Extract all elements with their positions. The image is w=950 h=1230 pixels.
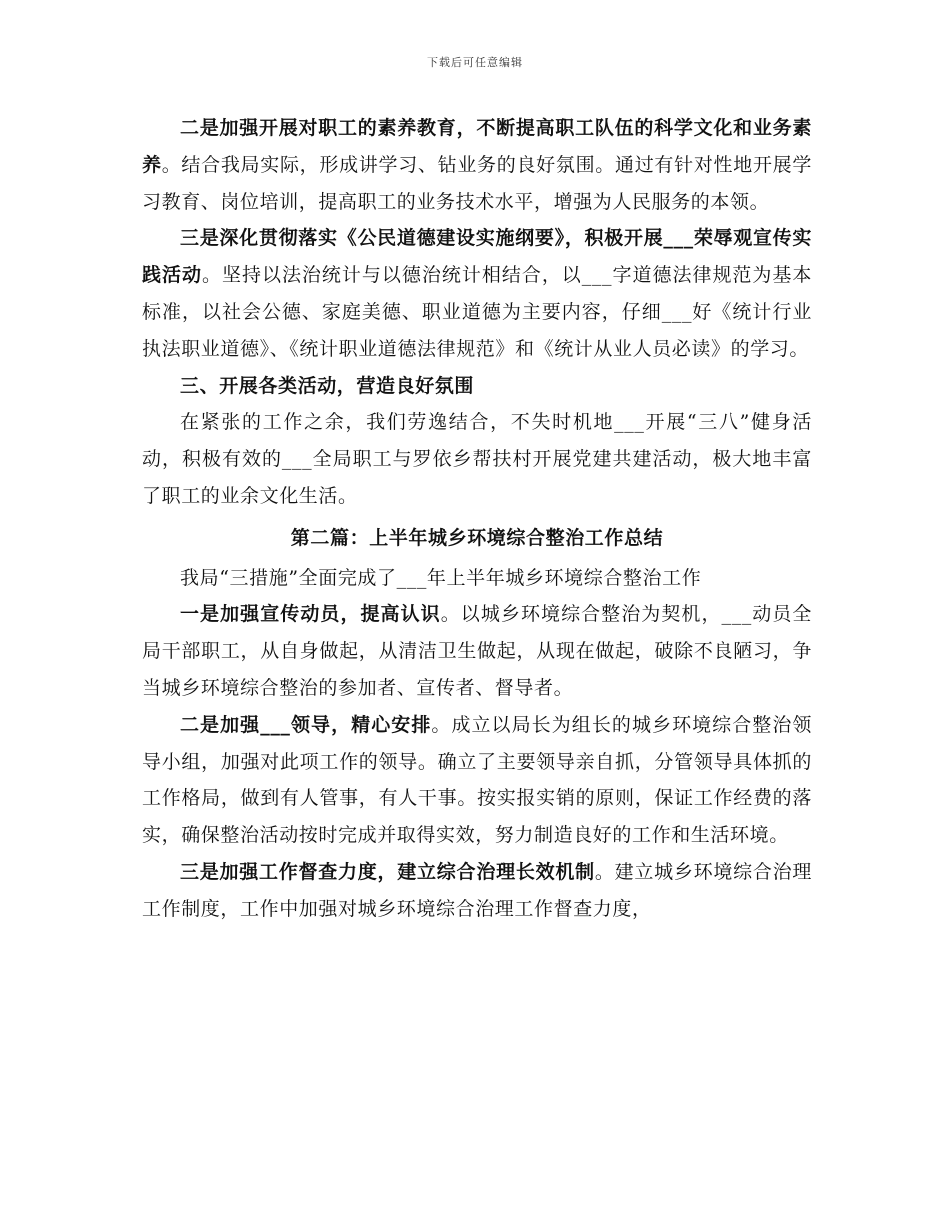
page-header: 下载后可任意编辑 xyxy=(427,56,523,69)
paragraph-body: 。结合我局实际，形成讲学习、钻业务的良好氛围。通过有针对性地开展学习教育、岗位培训，提高职工的业务技术水平，增强为人民服务的本领。 xyxy=(142,153,812,213)
document-body xyxy=(142,110,812,928)
paragraph-lead: 二是加强开展对职工的素养教育，不断提高职工队伍的科学文化和业务素养 xyxy=(142,117,812,176)
paragraph-measure-3 xyxy=(142,854,812,928)
paragraph-body: 。建立城乡环境综合治理工作制度，工作中加强对城乡环境综合治理工作督查力度， xyxy=(142,860,812,920)
paragraph-body: 。坚持以法治统计与以德治统计相结合，以___字道德法律规范为基本标准，以社会公德、家庭美德、职业道德为主要内容，仔细___好《统计行业执法职业道德》、《统计职业道德法律规范》和《统计从业人员必读》的学习。 xyxy=(142,264,812,360)
paragraph-measure-2 xyxy=(142,707,812,854)
paragraph-moral-construction xyxy=(142,220,812,367)
paragraph-quality-education xyxy=(142,110,812,220)
paragraph-body: 。以城乡环境综合整治为契机，___动员全局干部职工，从自身做起，从清洁卫生做起，从现在做起，破除不良陋习，争当城乡环境综合整治的参加者、宣传者、督导者。 xyxy=(142,603,812,699)
paragraph-intro: 我局“三措施”全面完成了___年上半年城乡环境综合整治工作 xyxy=(180,566,702,589)
paragraph-lead: 二是加强___领导，精心安排 xyxy=(180,713,432,736)
document-section-title: 第二篇：上半年城乡环境综合整治工作总结 xyxy=(290,526,664,549)
paragraph-lead: 一是加强宣传动员，提高认识 xyxy=(180,603,441,626)
paragraph-lead: 三是深化贯彻落实《公民道德建设实施纲要》，积极开展___荣辱观宣传实践活动 xyxy=(142,227,812,287)
paragraph-activities: 在紧张的工作之余，我们劳逸结合，不失时机地___开展“三八”健身活动，积极有效的___全局职工与罗依乡帮扶村开展党建共建活动，极大地丰富了职工的业余文化生活。 xyxy=(142,411,812,507)
paragraph-body: 。成立以局长为组长的城乡环境综合整治领导小组，加强对此项工作的领导。确立了主要领导亲自抓，分管领导具体抓的工作格局，做到有人管事，有人干事。按实报实销的原则，保证工作经费的落实，确保整治活动按时完成并取得实效，努力制造良好的工作和生活环境。 xyxy=(142,713,813,847)
paragraph-measure-1 xyxy=(142,596,812,706)
section-heading-activities: 三、开展各类活动，营造良好氛围 xyxy=(180,374,475,397)
paragraph-lead: 三是加强工作督查力度，建立综合治理长效机制 xyxy=(180,860,595,883)
